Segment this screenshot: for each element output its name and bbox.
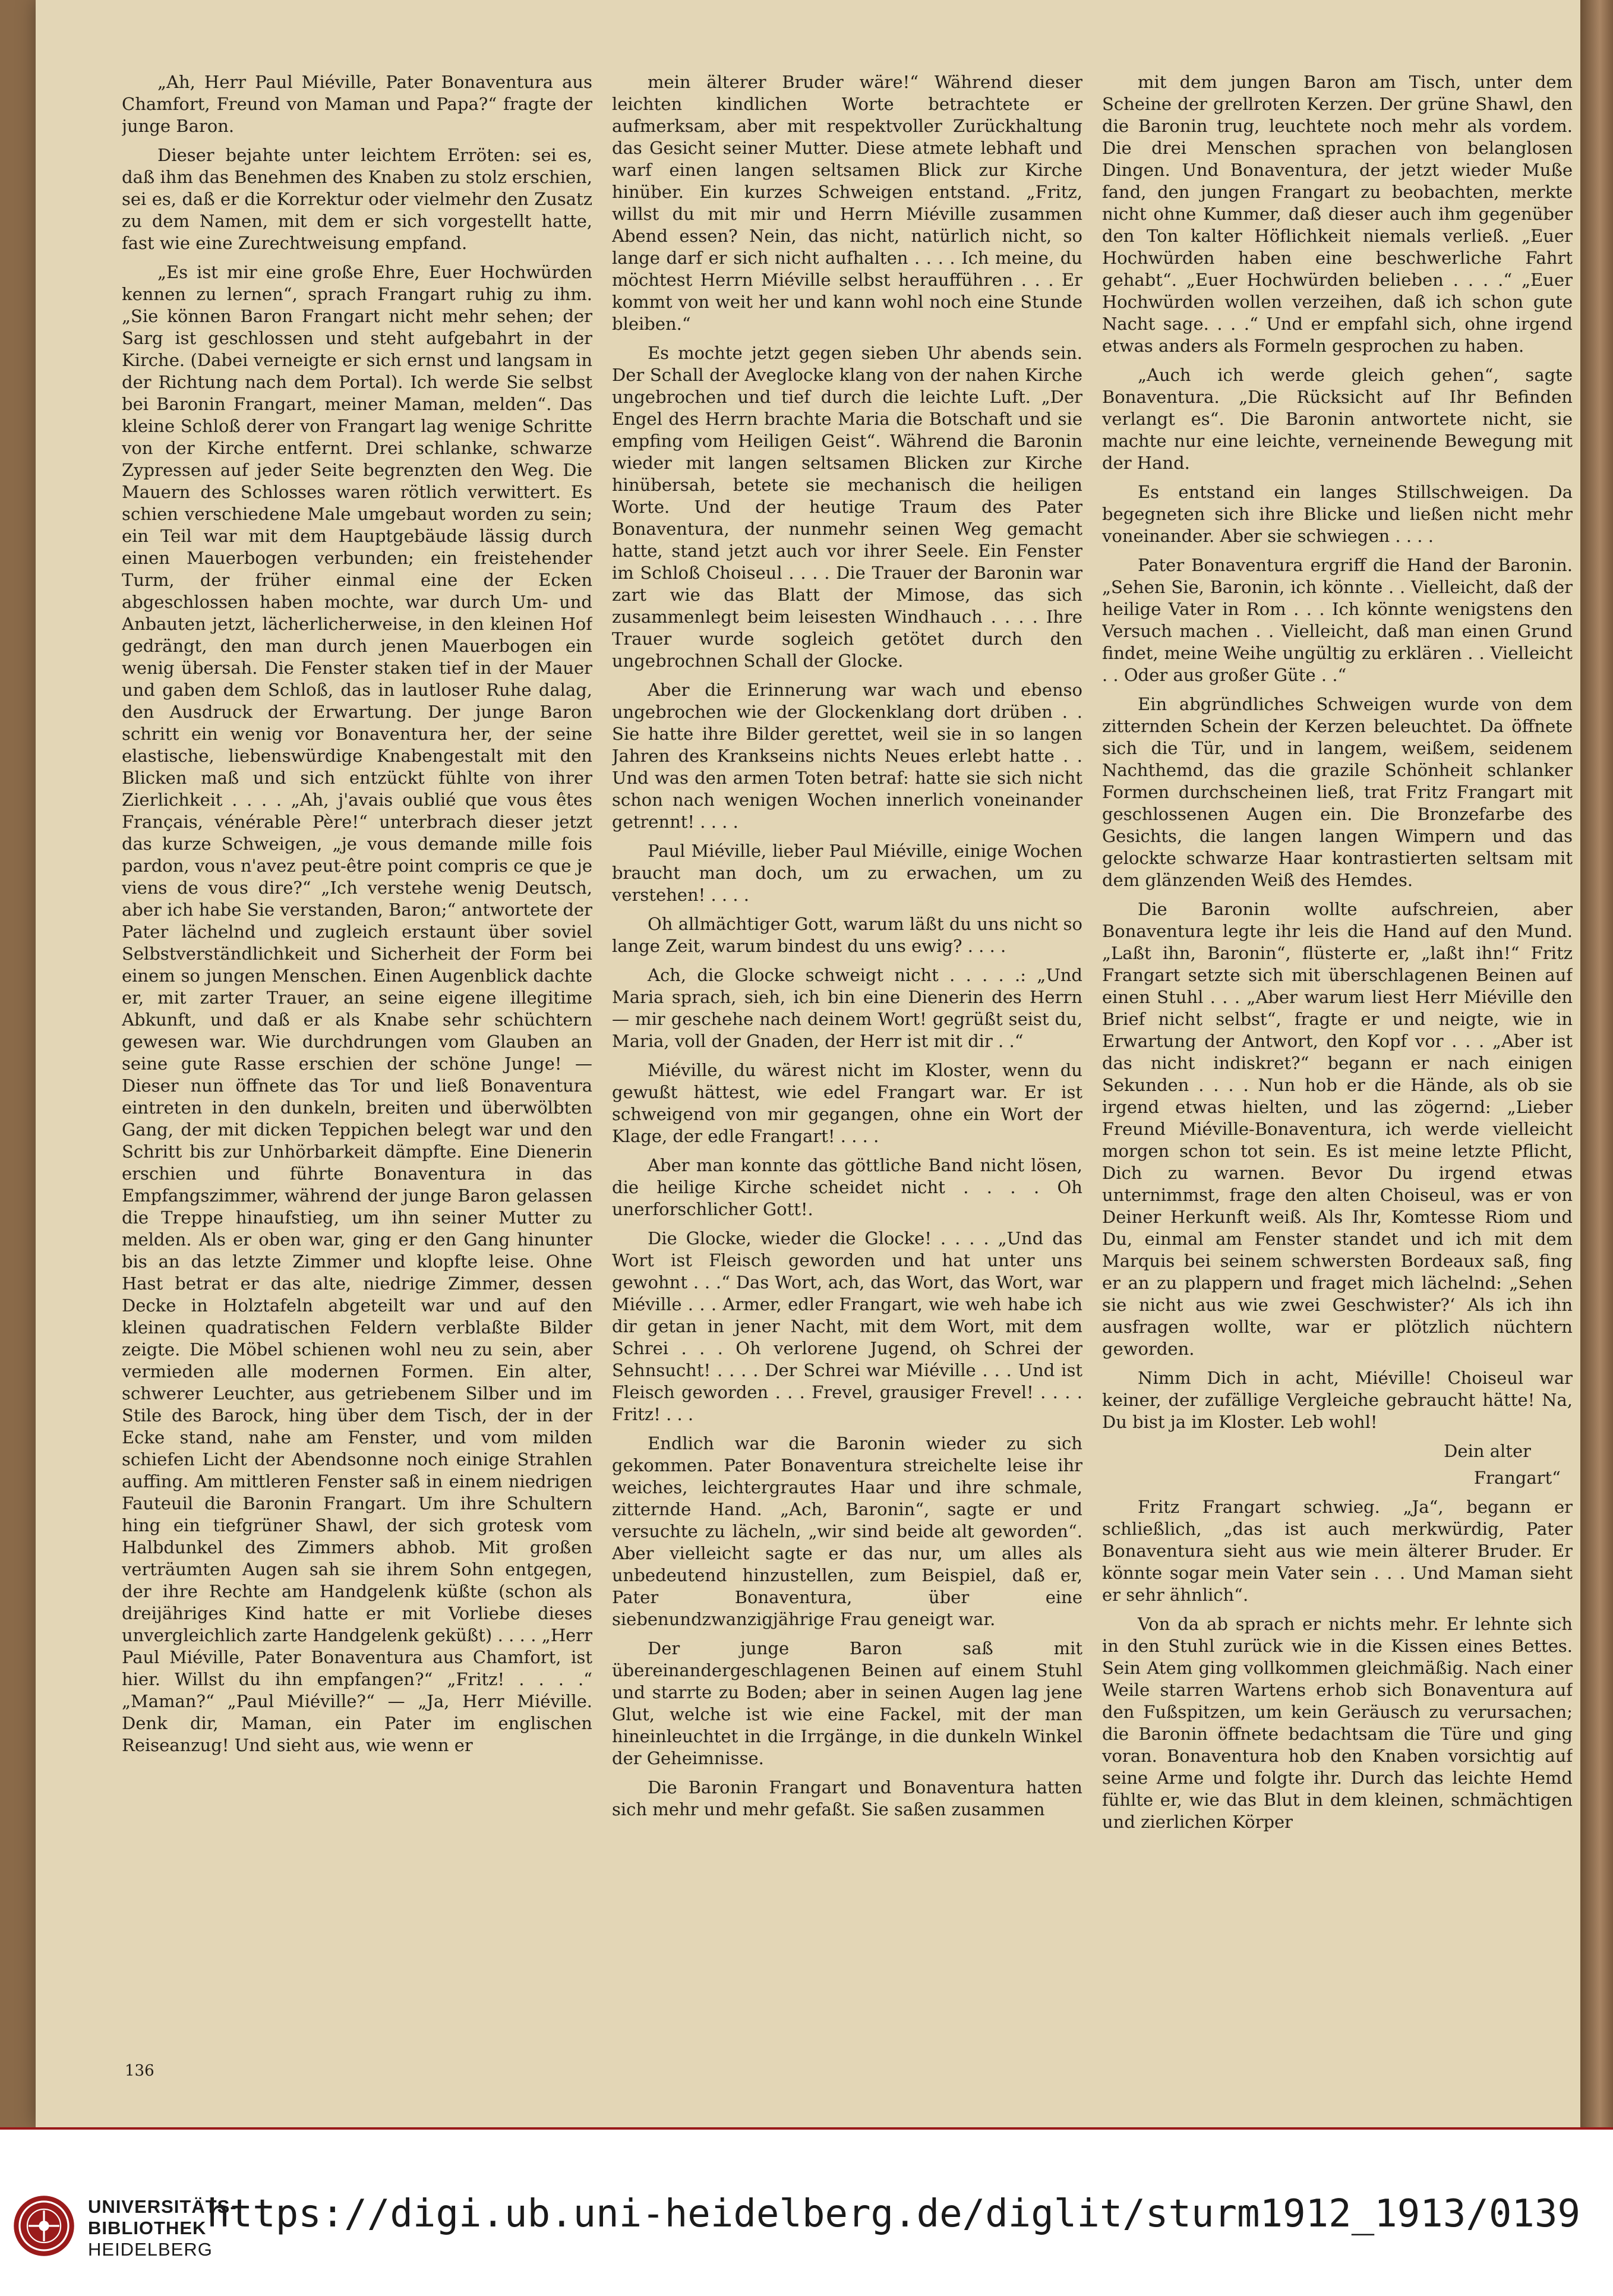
paragraph: Fritz Frangart schwieg. „Ja“, begann er schließlich, „das ist auch merkwürdig, Pater Bonaventura sieht aus wie mein älterer Bruder. Er könnte sogar mein Vater sein . . . Und Maman sieht er sehr ähnlich“. [1102,1497,1573,1605]
text-column-2 [612,71,1082,2080]
paragraph: Endlich war die Baronin wieder zu sich gekommen. Pater Bonaventura streichelte leise ihr weiches, leichtergrautes Haar und ihre schmale, zitternde Hand. „Ach, Baronin“, sagte er und versuchte zu lächeln, „wir sind beide alt geworden“. Aber vielleicht sagte er das nur, um alles als unbedeutend hinzustellen, zum Beispiel, daß er, Pater Bonaventura, über eine siebenundzwanzigjährige Frau geneigt war. [612,1433,1082,1629]
text-column-1 [122,71,592,2080]
letter-signature: Frangart“ [1473,1468,1561,1488]
paragraph: Paul Miéville, lieber Paul Miéville, einige Wochen braucht man doch, um zu erwachen, um zu verstehen! . . . . [612,841,1082,905]
paragraph: Ach, die Glocke schweigt nicht . . . . .: „Und Maria sprach, sieh, ich bin eine Dienerin des Herrn — mir geschehe nach deinem Wort! gegrüßt seist du, Maria, voll der Gnaden, der Herr ist mit dir . .“ [612,965,1082,1051]
paragraph: mein älterer Bruder wäre!“ Während dieser leichten kindlichen Worte betrachtete er aufmerksam, aber mit respektvoller Zurückhaltung das Gesicht seiner Mutter. Diese atmete lebhaft und warf einen langen seltsamen Blick zur Kirche hinüber. Ein kurzes Schweigen entstand. „Fritz, willst du mit mir und Herrn Miéville zusammen Abend essen? Nein, das nicht, natürlich nicht, so lange darf er sich nicht aufhalten . . . . Ich meine, du möchtest Herrn Miéville selbst heraufführen . . . Er kommt von weit her und kann wohl noch eine Stunde bleiben.“ [612,72,1082,334]
book-edge [1580,0,1613,2127]
paragraph: Ein abgründliches Schweigen wurde von dem zitternden Schein der Kerzen beleuchtet. Da öffnete sich die Tür, und in langem, weißem, seidenem Nachthemd, das die grazile Schönheit schlanker Formen durchscheinen ließ, trat Fritz Frangart mit geschlossenen Augen ein. Die Bronzefarbe des Gesichts, die langen langen Wimpern und das gelockte schwarze Haar kontrastierten seltsam mit dem glänzenden Weiß des Hemdes. [1102,694,1573,890]
page-number: 136 [125,2062,154,2080]
paragraph: Der junge Baron saß mit übereinandergeschlagenen Beinen auf einem Stuhl und starrte zu Boden; aber in seinen Augen lag jene Glut, welche ist wie eine Fackel, mit der man hineinleuchtet in die Irrgänge, in die dunkeln Winkel der Geheimnisse. [612,1638,1082,1768]
paragraph: „Ah, Herr Paul Miéville, Pater Bonaventura aus Chamfort, Freund von Maman und Papa?“ fragte der junge Baron. [122,72,592,136]
paragraph: Es entstand ein langes Stillschweigen. Da begegneten sich ihre Blicke und ließen nicht mehr voneinander. Aber sie schwiegen . . . . [1102,482,1573,546]
paragraph: „Es ist mir eine große Ehre, Euer Hochwürden kennen zu lernen“, sprach Frangart ruhig zu ihm. „Sie können Baron Frangart nicht mehr sehen; der Sarg ist geschlossen und steht aufgebahrt in der Kirche. (Dabei verneigte er sich ernst und langsam in der Richtung nach dem Portal). Ich werde Sie selbst bei Baronin Frangart, meiner Maman, melden“. Das kleine Schloß derer von Frangart lag wenige Schritte von der Kirche entfernt. Drei schlanke, schwarze Zypressen auf jeder Seite begrenzten den Weg. Die Mauern des Schlosses waren rötlich verwittert. Es schien verschiedene Male umgebaut worden zu sein; ein Teil war mit dem Hauptgebäude lässig durch einen Mauerbogen verbunden; ein freistehender Turm, der früher einmal eine der Ecken abgeschlossen haben mochte, war durch Um- und Anbauten jetzt, lächerlicherweise, in den kleinen Hof gedrängt, den man durch jenen Mauerbogen ein wenig übersah. Die Fenster staken tief in der Mauer und gaben dem Schloß, das in lautloser Ruhe dalag, den Ausdruck der Erwartung. Der junge Baron schritt ein wenig vor Bonaventura her, der seine elastische, liebenswürdige Knabengestalt mit den Blicken maß und sich entzückt fühlte von ihrer Zierlichkeit . . . . „Ah, j'avais oublié que vous êtes Français, vénérable Père!“ unterbrach dieser jetzt das kurze Schweigen, „je vous demande mille fois pardon, vous n'avez peut-être point compris ce que je viens de vous dire?“ „Ich verstehe wenig Deutsch, aber ich habe Sie verstanden, Baron;“ antwortete der Pater lächelnd und zugleich erstaunt über soviel Selbstverständlichkeit und Sicherheit der Form bei einem so jungen Menschen. Einen Augenblick dachte er, mit zarter Trauer, an seine eigene illegitime Abkunft, und daß er als Knabe sehr schüchtern gewesen war. Wie durchdrungen vom Glauben an seine gute Rasse erschien der schöne Junge! — Dieser nun öffnete das Tor und ließ Bonaventura eintreten in den dunkeln, breiten und überwölbten Gang, der mit dicken Teppichen belegt war und den Schritt bis zur Unhörbarkeit dämpfte. Eine Dienerin erschien und führte Bonaventura in das Empfangszimmer, während der junge Baron gelassen die Treppe hinaufstieg, um ihn seiner Mutter zu melden. Als er oben war, ging er den Gang hinunter bis an das letzte Zimmer und klopfte leise. Ohne Hast betrat er das alte, niedrige Zimmer, dessen Decke in Holztafeln abgeteilt war und auf den kleinen quadratischen Feldern verblaßte Bilder zeigte. Die Möbel schienen wohl neu zu sein, aber vermieden alle modernen Formen. Ein alter, schwerer Leuchter, aus getriebenem Silber und im Stile des Barock, hing über dem Tisch, der in der Ecke stand, nahe am Fenster, und vom milden schiefen Licht der Abendsonne noch einige Strahlen auffing. Am mittleren Fenster saß in einem niedrigen Fauteuil die Baronin Frangart. Um ihre Schultern hing ein tiefgrüner Shawl, der sich grotesk vom Halbdunkel des Zimmers abhob. Mit großen verträumten Augen sah sie ihrem Sohn entgegen, der ihre Rechte am Handgelenk küßte (schon als dreijähriges Kind hatte er mit Vorliebe dieses unvergleichlich zarte Handgelenk geküßt) . . . . „Herr Paul Miéville, Pater Bonaventura aus Chamfort, ist hier. Willst du ihn empfangen?“ „Fritz! . . . .“ „Maman?“ „Paul Miéville?“ — „Ja, Herr Miéville. Denk dir, Maman, ein Pater im englischen Reiseanzug! Und sieht aus, wie wenn er [122,262,592,1755]
paragraph: Oh allmächtiger Gott, warum läßt du uns nicht so lange Zeit, warum bindest du uns ewig? . . . . [612,914,1082,956]
paragraph: Es mochte jetzt gegen sieben Uhr abends sein. Der Schall der Aveglocke klang von der nahen Kirche ungebrochen und tief durch die leichte Luft. „Der Engel des Herrn brachte Maria die Botschaft und sie empfing vom Heiligen Geist“. Während die Baronin wieder mit langen seltsamen Blicken zur Kirche hinübersah, betete sie mechanisch die heiligen Worte. Und der heutige Traum des Pater Bonaventura, der nunmehr seinen Weg gemacht hatte, stand jetzt auch vor ihrer Seele. Ein Fenster im Schloß Choiseul . . . . Die Trauer der Baronin war zart wie das Blatt der Mimose, das sich zusammenlegt beim leisesten Windhauch . . . . Ihre Trauer wurde sogleich getötet durch den ungebrochnen Schall der Glocke. [612,343,1082,671]
letter-closing: Dein alter [1444,1441,1531,1461]
library-name-line1: UNIVERSITÄTS- [88,2196,237,2217]
paragraph: Miéville, du wärest nicht im Kloster, wenn du gewußt hättest, wie edel Frangart war. Er ist schweigend von mir gegangen, ohne ein Wort der Klage, der edle Frangart! . . . . [612,1060,1082,1146]
paragraph: „Auch ich werde gleich gehen“, sagte Bonaventura. „Die Rücksicht auf Ihr Befinden verlangt es“. Die Baronin antwortete nicht, sie machte nur eine leichte, verneinende Bewegung mit der Hand. [1102,365,1573,473]
paragraph: Pater Bonaventura ergriff die Hand der Baronin. „Sehen Sie, Baronin, ich könnte . . Vielleicht, daß der heilige Vater in Rom . . . Ich könnte wenigstens den Versuch machen . . Vielleicht, daß man einen Grund findet, meine Weihe ungültig zu erklären . . Vielleicht . . Oder aus großer Güte . .“ [1102,555,1573,685]
paragraph: Die Glocke, wieder die Glocke! . . . . „Und das Wort ist Fleisch geworden und hat unter uns gewohnt . . .“ Das Wort, ach, das Wort, das Wort, war Miéville . . . Armer, edler Frangart, wie weh habe ich dir getan in jener Nacht, mit dem Wort, mit dem Schrei . . . Oh verlorene Jugend, oh Schrei der Sehnsucht! . . . . Der Schrei war Miéville . . . Und ist Fleisch geworden . . . Frevel, grausiger Frevel! . . . . Fritz! . . . [612,1228,1082,1424]
text-column-3 [1102,71,1573,2080]
paragraph: Dieser bejahte unter leichtem Erröten: sei es, daß ihm das Benehmen des Knaben zu stolz erschien, sei es, daß er die Korrektur oder vielmehr den Zusatz zu dem Namen, mit dem er sich vorgestellt hatte, fast wie eine Zurechtweisung empfand. [122,145,592,253]
paragraph: Nimm Dich in acht, Miéville! Choiseul war keiner, der zufällige Vergleiche gebraucht hätte! Na, Du bist ja im Kloster. Leb wohl! [1102,1368,1573,1432]
paragraph: Aber man konnte das göttliche Band nicht lösen, die heilige Kirche scheidet nicht . . . . Oh unerforschlicher Gott!. [612,1155,1082,1219]
paragraph: Aber die Erinnerung war wach und ebenso ungebrochen wie der Glockenklang dort drüben . . Sie hatte ihre Bilder gerettet, weil sie in so langen Jahren des Krankseins nichts Neues erlebt hatte . . Und was den armen Toten betraf: hatte sie sich nicht schon nach wenigen Wochen innerlich voneinander getrennt! . . . . [612,680,1082,832]
library-name-line3: HEIDELBERG [88,2239,213,2260]
scanned-page [36,0,1580,2127]
paragraph: Die Baronin wollte aufschreien, aber Bonaventura legte ihr leis die Hand auf den Mund. „Laßt ihn, Baronin“, flüsterte er, „laßt ihn!“ Fritz Frangart setzte sich mit überschlagenen Beinen auf einen Stuhl . . . „Aber warum liest Herr Miéville den Brief nicht selbst“, fragte er und neigte, wie in Erwartung der Antwort, den Kopf vor . . . „Aber ist das nicht indiskret?“ begann er nach einigen Sekunden . . . . Nun hob er die Hände, als ob sie irgend etwas hielten, und las zögernd: „Lieber Freund Miéville-Bonaventura, ich werde vielleicht morgen schon tot sein. Es ist meine letzte Pflicht, Dich zu warnen. Bevor Du irgend etwas unternimmst, frage den alten Choiseul, was er von Deiner Herkunft weiß. Als Ihr, Komtesse Riom und Du, einmal am Fenster standet und ich mit dem Marquis bei seinem schwersten Bordeaux saß, fing er an zu plappern und fraget mich lächelnd: „Sehen sie nicht aus wie zwei Geschwister?‘ Als ich ihn ausfragen wollte, war er plötzlich nüchtern geworden. [1102,899,1573,1359]
library-name-line2: BIBLIOTHEK [88,2218,207,2238]
paragraph: mit dem jungen Baron am Tisch, unter dem Scheine der grellroten Kerzen. Der grüne Shawl, den die Baronin trug, leuchtete noch mehr als vordem. Die drei Menschen sprachen von belanglosen Dingen. Und Bonaventura, der jetzt wieder Muße fand, den jungen Frangart zu beobachten, merkte nicht ohne Kummer, daß dieser auch ihm gegenüber den Ton kalter Höflichkeit niemals verließ. „Euer Hochwürden haben eine beschwerliche Fahrt gehabt“. „Euer Hochwürden belieben . . . .“ „Euer Hochwürden wollen verzeihen, daß ich schon gute Nacht sage. . . .“ Und er empfahl sich, ohne irgend etwas anders als Formeln gesprochen zu haben. [1102,72,1573,356]
library-footer [0,2127,1613,2296]
university-seal-icon [12,2194,76,2258]
paragraph: Die Baronin Frangart und Bonaventura hatten sich mehr und mehr gefaßt. Sie saßen zusammen [612,1777,1082,1819]
paragraph: Von da ab sprach er nichts mehr. Er lehnte sich in den Stuhl zurück wie in die Kissen eines Bettes. Sein Atem ging vollkommen gleichmäßig. Nach einer Weile starren Wartens erhob sich Bonaventura auf den Fußspitzen, um kein Geräusch zu verursachen; die Baronin öffnete bedachtsam die Türe und ging voran. Bonaventura hob den Knaben vorsichtig auf seine Arme und folgte ihr. Durch das leichte Hemd fühlte er, wie das Blut in dem kleinen, schmächtigen und zierlichen Körper [1102,1614,1573,1832]
source-url-link[interactable]: https://digi.ub.uni-heidelberg.de/diglit/sturm1912_1913/0139 [207,2192,1580,2236]
